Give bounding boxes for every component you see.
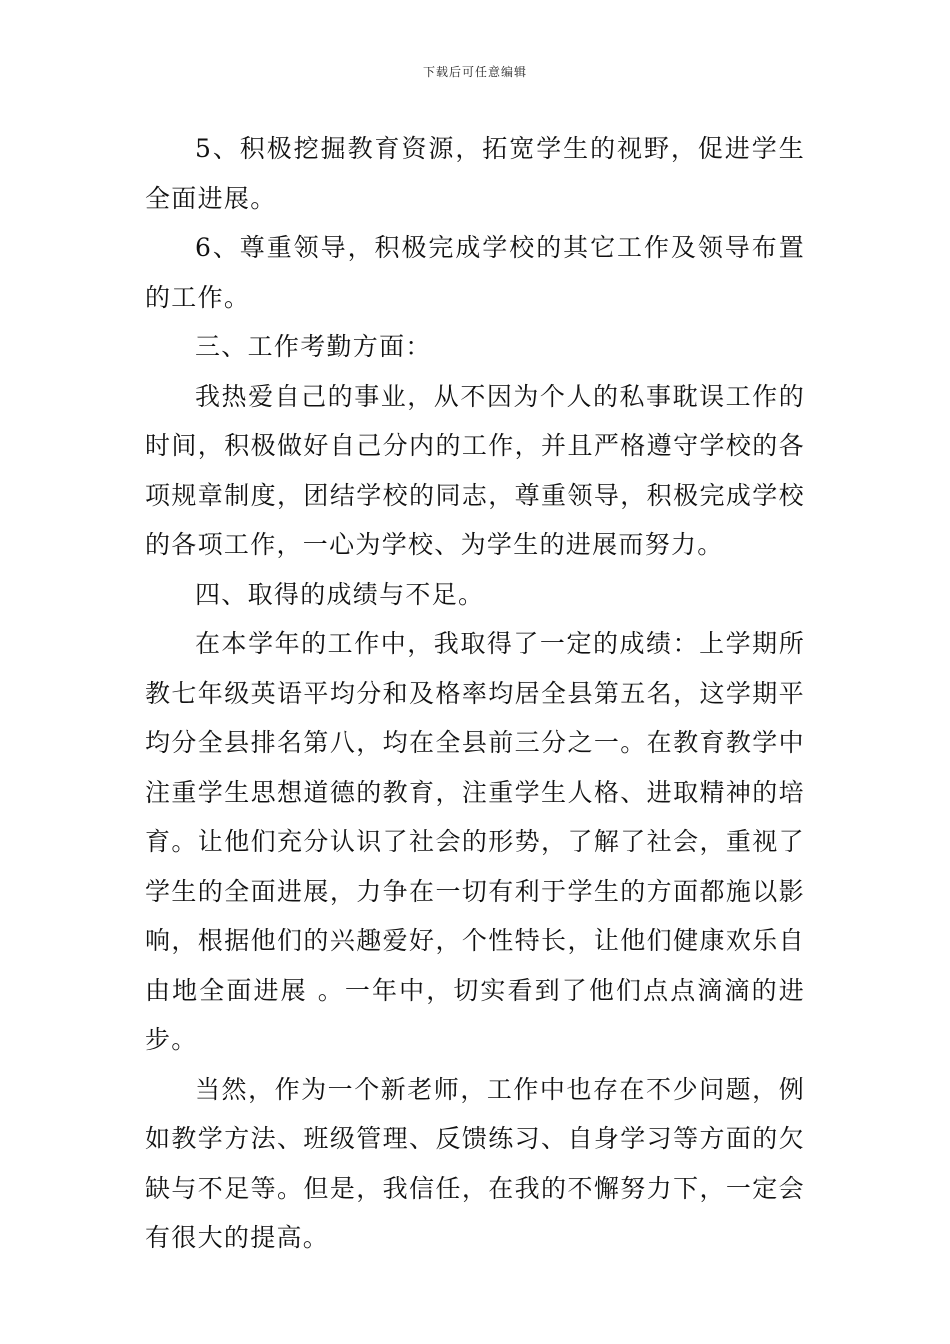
paragraph-attendance: 我热爱自己的事业，从不因为个人的私事耽误工作的时间，积极做好自己分内的工作，并且严格遵守学校的各项规章制度，团结学校的同志，尊重领导，积极完成学校的各项工作，一心为学校、为学生的进展而努力。 bbox=[145, 381, 805, 559]
section-heading-achievements: 四、取得的成绩与不足。 bbox=[195, 579, 485, 609]
page-header: 下载后可任意编辑 bbox=[422, 65, 527, 79]
paragraph-item-6: 6、尊重领导，积极完成学校的其它工作及领导布置的工作。 bbox=[145, 233, 805, 312]
paragraph-item-5: 5、积极挖掘教育资源，拓宽学生的视野，促进学生全面进展。 bbox=[145, 134, 805, 213]
document-body bbox=[145, 124, 805, 1263]
section-heading-attendance: 三、工作考勤方面： bbox=[195, 332, 432, 361]
paragraph-achievements: 在本学年的工作中，我取得了一定的成绩：上学期所教七年级英语平均分和及格率均居全县第五名，这学期平均分全县排名第八，均在全县前三分之一。在教育教学中注重学生思想道德的教育，注重学生人格、进取精神的培育。让他们充分认识了社会的形势，了解了社会，重视了学生的全面进展，力争在一切有利于学生的方面都施以影响，根据他们的兴趣爱好，个性特长，让他们健康欢乐自由地全面进展 。一年中，切实看到了他们点点滴滴的进步。 bbox=[145, 629, 805, 1054]
paragraph-shortcomings: 当然，作为一个新老师，工作中也存在不少问题，例如教学方法、班级管理、反馈练习、自身学习等方面的欠缺与不足等。但是，我信任，在我的不懈努力下，一定会有很大的提高。 bbox=[145, 1074, 805, 1252]
